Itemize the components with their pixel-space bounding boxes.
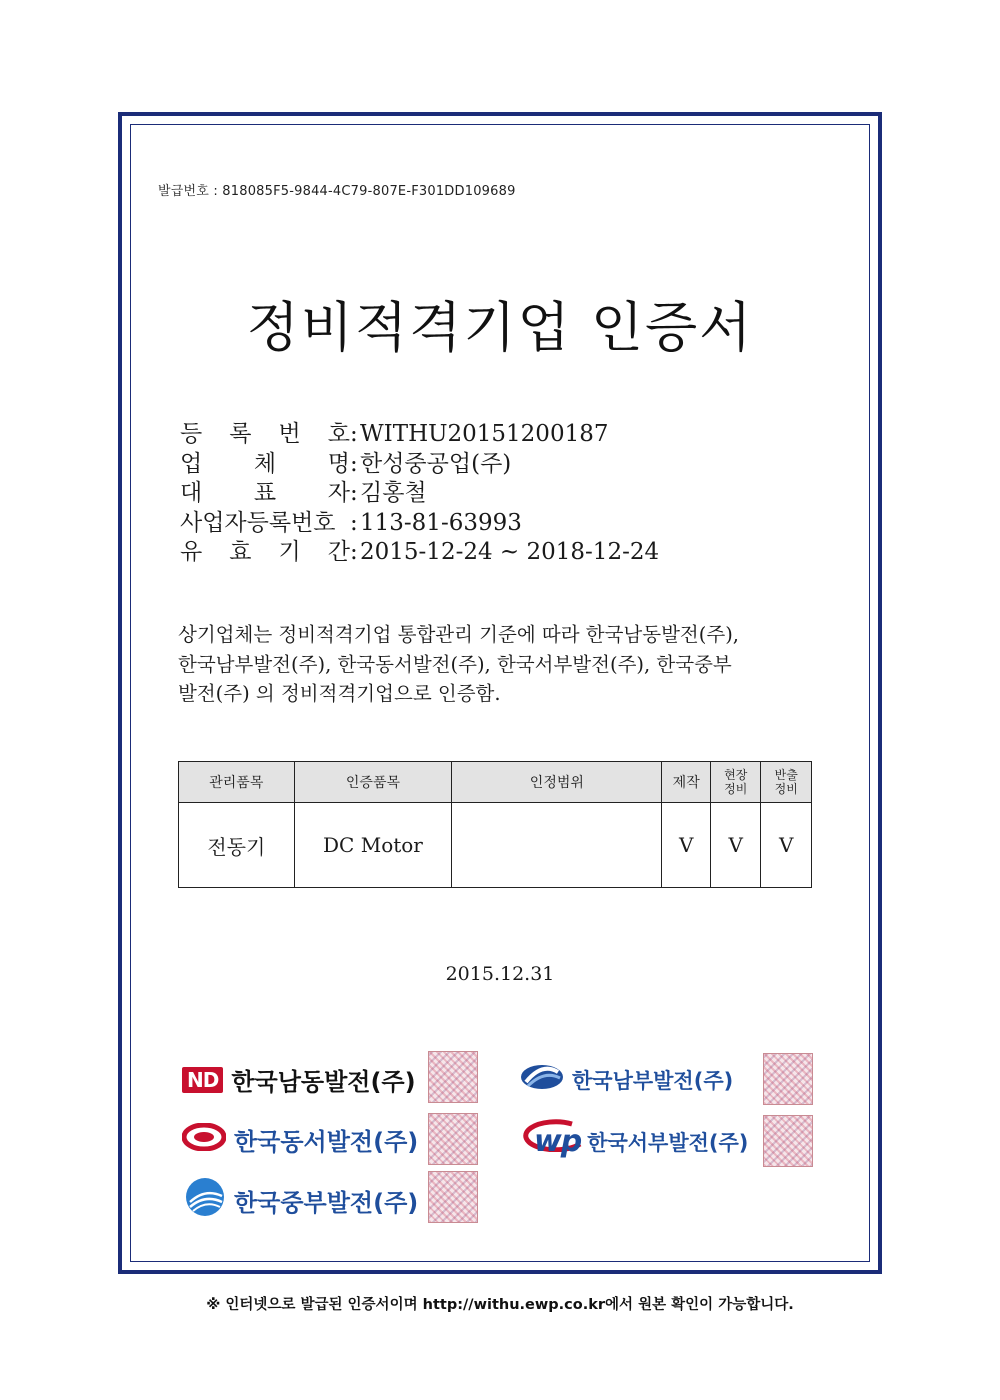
certificate-title: 정비적격기업 인증서 xyxy=(246,296,754,359)
info-value: WITHU20151200187 xyxy=(360,421,609,447)
header-manufacture: 제작 xyxy=(662,762,711,803)
cell-onsite-maintenance: V xyxy=(710,803,760,888)
info-row-company-name: 업 체 명 : 한성중공업(주) xyxy=(180,450,659,480)
logo-korea-midland-power xyxy=(184,1176,418,1224)
info-value: 김홍철 xyxy=(360,480,427,506)
logo-korea-east-west-power xyxy=(182,1122,418,1157)
info-label: 대 표 자 xyxy=(180,480,350,506)
cell-offsite-maintenance: V xyxy=(761,803,812,888)
table-row xyxy=(179,803,812,888)
company-name: 한국남동발전(주) xyxy=(231,1068,416,1096)
header-managed-item: 관리품목 xyxy=(179,762,295,803)
registration-info xyxy=(180,420,659,568)
company-name: 한국동서발전(주) xyxy=(234,1128,419,1156)
info-label: 등 록 번 호 xyxy=(180,421,350,447)
issue-number: 발급번호 : 818085F5-9844-4C79-807E-F301DD109689 xyxy=(158,184,516,199)
kospo-logo-icon xyxy=(520,1064,564,1095)
cell-managed-item: 전동기 xyxy=(179,803,295,888)
statement-line: 발전(주) 의 정비적격기업으로 인증함. xyxy=(178,682,501,705)
company-name: 한국중부발전(주) xyxy=(234,1188,419,1217)
verification-note: ※ 인터넷으로 발급된 인증서이며 http://withu.ewp.co.kr에서 원본 확인이 가능합니다. xyxy=(206,1297,794,1313)
issue-date: 2015.12.31 xyxy=(445,963,555,985)
nd-logo-icon: ND xyxy=(182,1067,223,1093)
header-offsite-maintenance: 반출 정비 xyxy=(761,762,812,803)
info-label: 유 효 기 간 xyxy=(180,539,350,565)
komipo-logo-icon xyxy=(184,1176,226,1224)
seal-stamp xyxy=(428,1171,478,1223)
seal-stamp xyxy=(763,1053,813,1105)
company-name: 한국남부발전(주) xyxy=(572,1068,734,1093)
info-label: 사업자등록번호 xyxy=(180,509,336,536)
info-value: 한성중공업(주) xyxy=(360,450,512,477)
seal-stamp xyxy=(428,1113,478,1165)
header-onsite-maintenance: 현장 정비 xyxy=(710,762,760,803)
cell-certified-item: DC Motor xyxy=(294,803,452,888)
statement-line: 상기업체는 정비적격기업 통합관리 기준에 따라 한국남동발전(주), xyxy=(178,623,740,646)
info-row-business-number: 사업자등록번호 : 113-81-63993 xyxy=(180,509,659,539)
cell-manufacture: V xyxy=(662,803,711,888)
info-row-representative: 대 표 자 : 김홍철 xyxy=(180,479,659,509)
logo-korea-south-east-power xyxy=(182,1062,416,1097)
cell-scope xyxy=(452,803,662,888)
certification-scope-table xyxy=(178,761,812,888)
wp-logo-icon: wp xyxy=(518,1124,581,1159)
ewp-logo-icon xyxy=(182,1123,226,1157)
info-value: 113-81-63993 xyxy=(360,509,522,536)
logo-korea-southern-power xyxy=(520,1064,733,1095)
header-certified-item: 인증품목 xyxy=(294,762,452,803)
seal-stamp xyxy=(428,1051,478,1103)
header-scope: 인정범위 xyxy=(452,762,662,803)
logo-korea-western-power xyxy=(518,1124,748,1159)
info-row-validity-period: 유 효 기 간 : 2015-12-24 ~ 2018-12-24 xyxy=(180,538,659,568)
info-row-registration-number: 등 록 번 호 : WITHU20151200187 xyxy=(180,420,659,450)
table-header-row xyxy=(179,762,812,803)
info-label: 업 체 명 xyxy=(180,450,350,477)
info-value: 2015-12-24 ~ 2018-12-24 xyxy=(360,539,660,565)
statement-line: 한국남부발전(주), 한국동서발전(주), 한국서부발전(주), 한국중부 xyxy=(178,652,732,676)
company-name: 한국서부발전(주) xyxy=(587,1130,749,1155)
seal-stamp xyxy=(763,1115,813,1167)
certification-statement xyxy=(178,620,828,709)
